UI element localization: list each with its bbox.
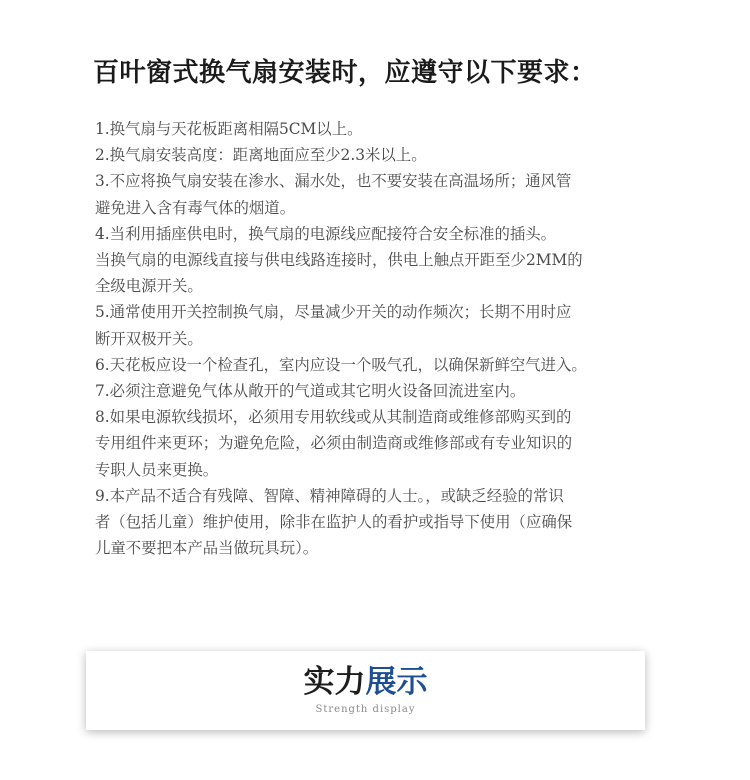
- rule-line: 3.不应将换气扇安装在渗水、漏水处，也不要安装在高温场所；通风管: [95, 172, 572, 191]
- rule-line: 避免进入含有毒气体的烟道。: [95, 198, 296, 217]
- rule-line: 全级电源开关。: [95, 277, 203, 296]
- banner-subtitle: Strength display: [315, 704, 416, 715]
- banner-title-part2: 展示: [365, 664, 428, 700]
- rule-line: 6.天花板应设一个检查孔，室内应设一个吸气孔，以确保新鲜空气进入。: [95, 355, 587, 374]
- page-title: 百叶窗式换气扇安装时，应遵守以下要求：: [93, 58, 597, 88]
- rule-line: 2.换气扇安装高度：距离地面应至少2.3米以上。: [95, 146, 427, 165]
- installation-requirements: [95, 116, 645, 561]
- rule-line: 当换气扇的电源线直接与供电线路连接时，供电上触点开距至少2MM的: [95, 251, 583, 270]
- rule-line: 专职人员来更换。: [95, 460, 219, 479]
- rule-line: 4.当利用插座供电时，换气扇的电源线应配接符合安全标准的插头。: [95, 224, 557, 243]
- rule-line: 者（包括儿童）维护使用，除非在监护人的看护或指导下使用（应确保: [95, 513, 573, 532]
- banner-title-part1: 实力: [303, 664, 366, 700]
- rule-line: 1.换气扇与天花板距离相隔5CM以上。: [95, 120, 363, 138]
- rule-line: 专用组件来更环；为避免危险，必须由制造商或维修部或有专业知识的: [95, 434, 573, 453]
- rule-line: 8.如果电源软线损坏，必须用专用软线或从其制造商或维修部购买到的: [95, 408, 572, 427]
- strength-display-banner: [86, 651, 645, 730]
- rule-line: 断开双极开关。: [95, 329, 203, 348]
- banner-title: [86, 662, 645, 702]
- rule-line: 9.本产品不适合有残障、智障、精神障碍的人士。，或缺乏经验的常识: [95, 486, 564, 505]
- rule-line: 5.通常使用开关控制换气扇，尽量减少开关的动作频次；长期不用时应: [95, 303, 572, 322]
- rule-line: 7.必须注意避免气体从敞开的气道或其它明火设备回流进室内。: [95, 382, 526, 401]
- rule-line: 儿童不要把本产品当做玩具玩）。: [95, 539, 319, 558]
